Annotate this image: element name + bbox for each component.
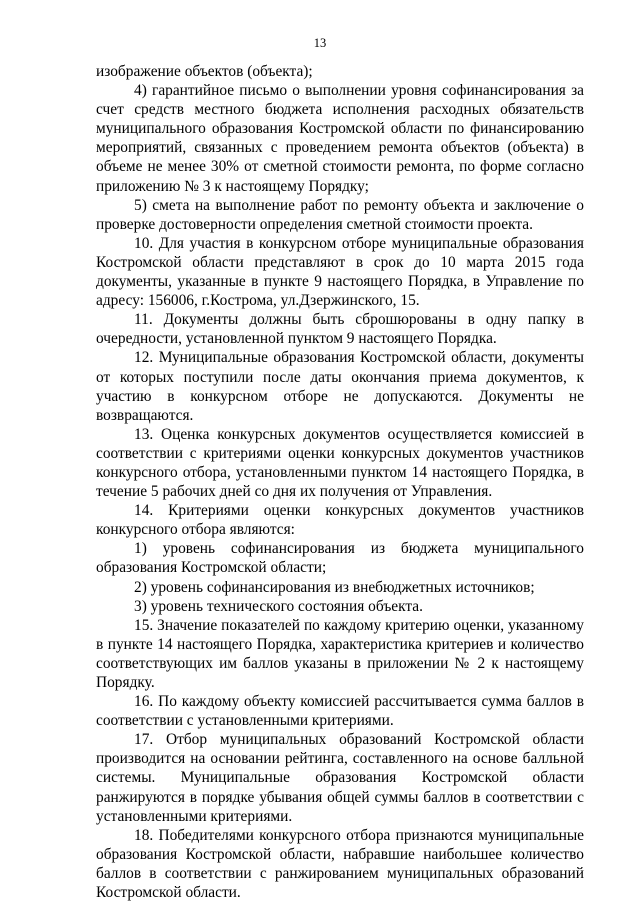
paragraph-clause-11: 11. Документы должны быть сброшюрованы в одну папку в очередности, установленной пунктом 9 настоящего Порядка. [96, 311, 584, 348]
paragraph-item-4: 4) гарантийное письмо о выполнении уровня софинансирования за счет средств местного бюджета исполнения расходных обязательств муниципального образования Костромской области по финансированию мероприятий, связанных с проведением ремонта объектов (объекта) в объеме не менее 30% от сметной стоимости ремонта, по форме согласно приложению № 3 к настоящему Порядку; [96, 82, 584, 195]
paragraph-clause-13: 13. Оценка конкурсных документов осуществляется комиссией в соответствии с критериями оценки конкурсных документов участников конкурсного отбора, установленными пунктом 14 настоящего Порядка, в течение 5 рабочих дней со дня их получения от Управления. [96, 425, 584, 501]
document-body [96, 62, 584, 902]
paragraph-criterion-2: 2) уровень софинансирования из внебюджетных источников; [134, 578, 535, 596]
paragraph-continuation: изображение объектов (объекта); [96, 63, 313, 80]
paragraph-clause-18: 18. Победителями конкурсного отбора признаются муниципальные образования Костромской области, набравшие наибольшее количество баллов в соответствии с ранжированием муниципальных образований Костромской области. [96, 826, 584, 902]
paragraph-criterion-3: 3) уровень технического состояния объекта. [134, 597, 423, 615]
paragraph-clause-15: 15. Значение показателей по каждому критерию оценки, указанному в пункте 14 настоящего Порядка, характеристика критериев и количество соответствующих им баллов указаны в приложении № 2 к настоящему Порядку. [96, 616, 584, 691]
paragraph-clause-14: 14. Критериями оценки конкурсных документов участников конкурсного отбора являются: [96, 502, 584, 539]
page-number: 13 [313, 36, 327, 50]
paragraph-clause-12: 12. Муниципальные образования Костромской области, документы от которых поступили после даты окончания приема документов, к участию в конкурсном отборе не допускаются. Документы не возвращаются. [96, 349, 584, 424]
paragraph-clause-10: 10. Для участия в конкурсном отборе муниципальные образования Костромской области представляют в срок до 10 марта 2015 года документы, указанные в пункте 9 настоящего Порядка, в Управление по адресу: 156006, г.Кострома, ул.Дзержинского, 15. [96, 234, 584, 310]
paragraph-criterion-1: 1) уровень софинансирования из бюджета муниципального образования Костромской области; [96, 540, 584, 577]
paragraph-clause-17: 17. Отбор муниципальных образований Костромской области производится на основании рейтинга, составленного на основе балльной системы. Муниципальные образования Костромской области ранжируются в порядке убывания общей суммы баллов в соответствии с установленными критериями. [96, 731, 584, 825]
paragraph-clause-16: 16. По каждому объекту комиссией рассчитывается сумма баллов в соответствии с установленными критериями. [96, 693, 584, 730]
paragraph-item-5: 5) смета на выполнение работ по ремонту объекта и заключение о проверке достоверности определения сметной стоимости проекта. [96, 196, 584, 233]
